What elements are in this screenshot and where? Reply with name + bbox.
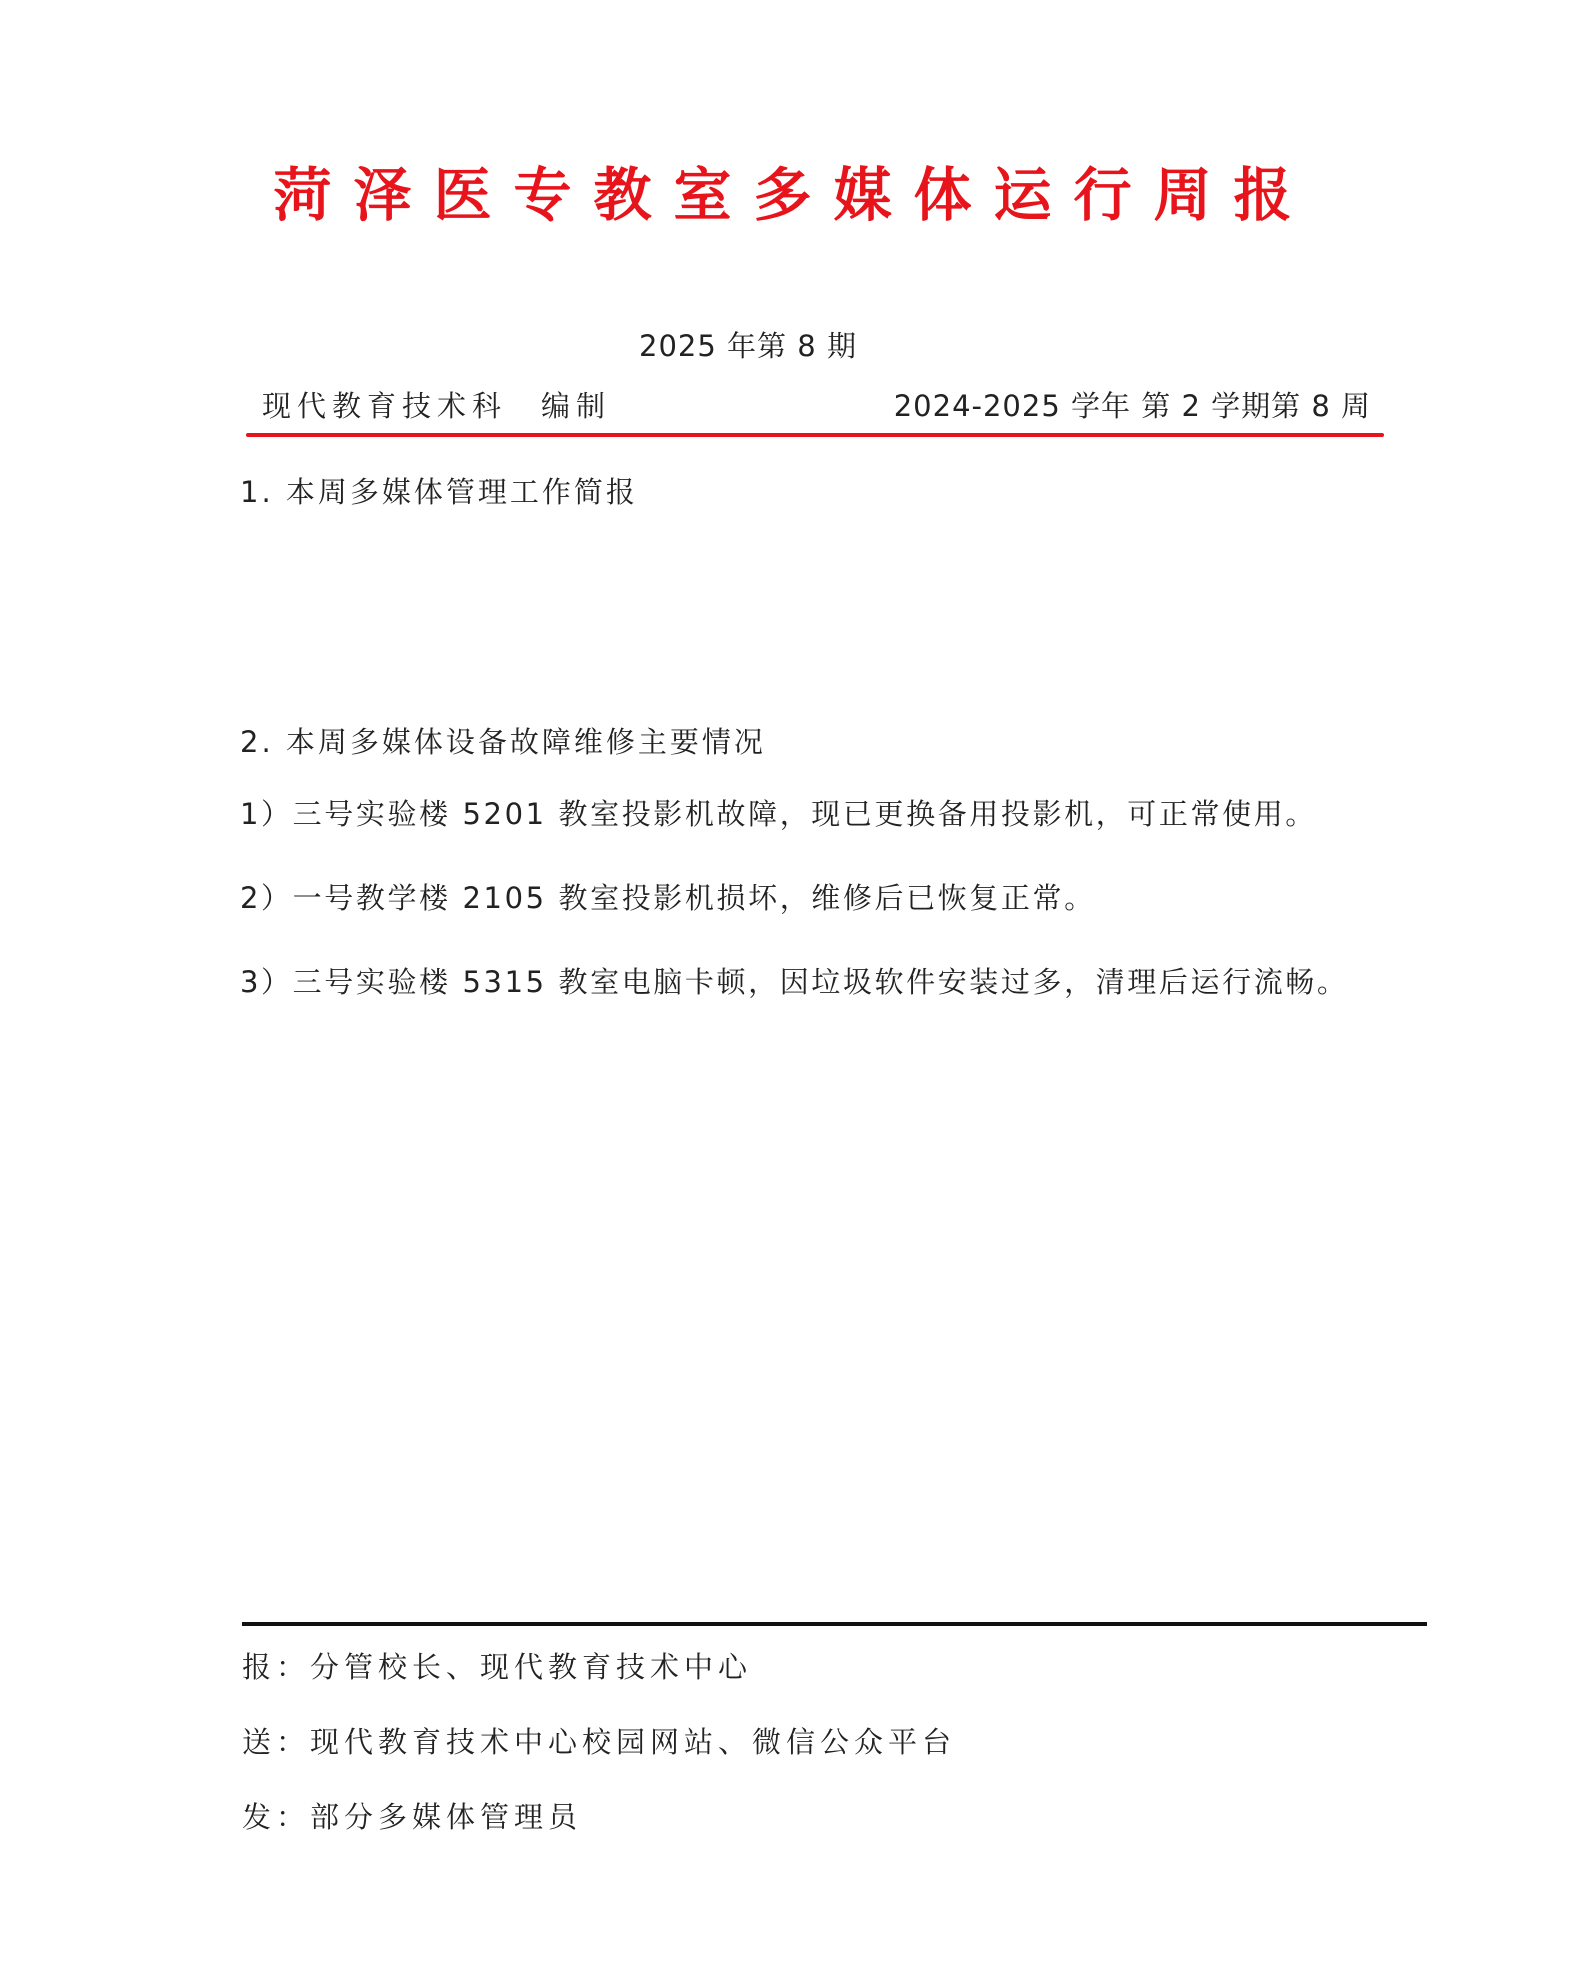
- term-info: 2024-2025 学年 第 2 学期第 8 周: [893, 389, 1371, 423]
- section-heading-repairs: 2. 本周多媒体设备故障维修主要情况: [240, 725, 766, 759]
- editor-label: 编制: [541, 389, 612, 423]
- report-title: 菏泽医专教室多媒体运行周报: [273, 161, 1314, 229]
- footer-divider: [242, 1622, 1427, 1626]
- issue-number: 2025 年第 8 期: [639, 329, 857, 363]
- repair-item: 3）三号实验楼 5315 教室电脑卡顿，因垃圾软件安装过多，清理后运行流畅。: [240, 965, 1349, 999]
- section-heading-work-brief: 1. 本周多媒体管理工作简报: [240, 475, 638, 509]
- issue-to-line: 发：部分多媒体管理员: [242, 1800, 583, 1834]
- send-to-line: 送：现代教育技术中心校园网站、微信公众平台: [242, 1725, 957, 1759]
- repair-item: 2）一号教学楼 2105 教室投影机损坏，维修后已恢复正常。: [240, 881, 1096, 915]
- header-divider-red: [246, 433, 1384, 437]
- repair-item: 1）三号实验楼 5201 教室投影机故障，现已更换备用投影机，可正常使用。: [240, 797, 1317, 831]
- report-to-line: 报：分管校长、现代教育技术中心: [242, 1650, 753, 1684]
- department-name: 现代教育技术科: [262, 389, 508, 423]
- editor-info: [262, 384, 611, 425]
